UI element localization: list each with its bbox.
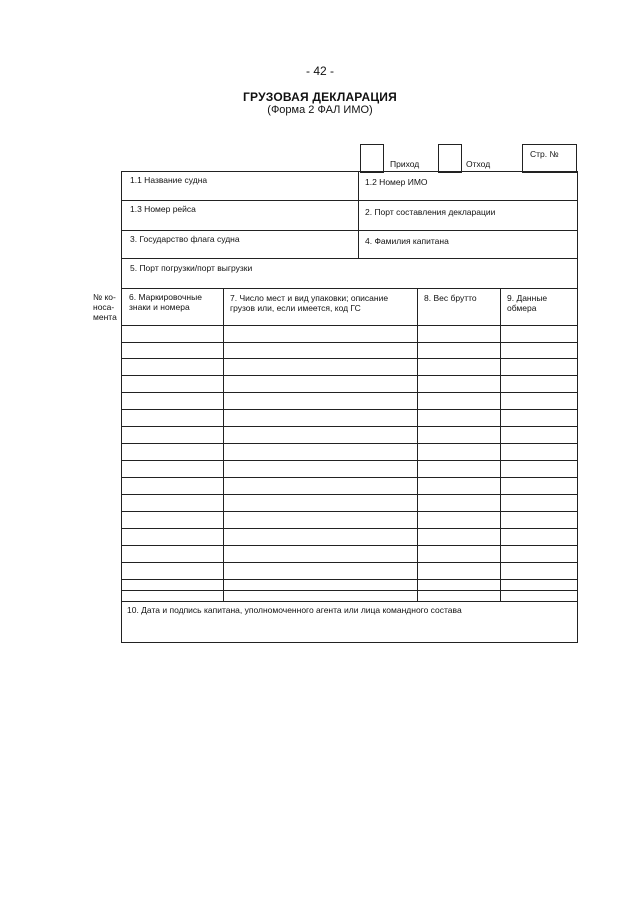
column-divider: [500, 288, 501, 601]
bl-number-line: мента: [93, 312, 117, 322]
divider: [121, 601, 577, 602]
table-row-line: [121, 342, 577, 343]
table-row-line: [121, 325, 577, 326]
table-row-line: [121, 511, 577, 512]
master-name-field[interactable]: 4. Фамилия капитана: [365, 236, 449, 246]
column-header-packages: 7. Число мест и вид упаковки; описание грузов или, если имеется, код ГС: [230, 293, 389, 313]
document-title: ГРУЗОВАЯ ДЕКЛАРАЦИЯ: [243, 90, 397, 104]
document-subtitle: (Форма 2 ФАЛ ИМО): [267, 104, 373, 116]
table-row-line: [121, 528, 577, 529]
bl-number-line: носа-: [93, 302, 115, 312]
table-row-line: [121, 477, 577, 478]
table-row-line: [121, 358, 577, 359]
divider: [121, 230, 577, 231]
divider: [121, 200, 577, 201]
ship-name-field[interactable]: 1.1 Название судна: [130, 175, 208, 185]
bl-number-line: № ко-: [93, 292, 116, 302]
imo-number-field[interactable]: 1.2 Номер ИМО: [365, 177, 428, 187]
divider: [121, 258, 577, 259]
arrival-label: Приход: [390, 159, 420, 169]
column-divider: [417, 288, 418, 601]
port-of-declaration-field[interactable]: 2. Порт составления декларации: [365, 207, 496, 217]
arrival-checkbox[interactable]: [360, 144, 384, 173]
table-row-line: [121, 443, 577, 444]
signature-field[interactable]: 10. Дата и подпись капитана, уполномоченного агента или лица командного состава: [127, 605, 462, 615]
column-header-measurement: 9. Данные обмера: [507, 293, 548, 313]
table-row-line: [121, 375, 577, 376]
flag-state-field[interactable]: 3. Государство флага судна: [130, 234, 240, 244]
departure-checkbox[interactable]: [438, 144, 462, 173]
table-row-line: [121, 426, 577, 427]
table-row-line: [121, 392, 577, 393]
bl-number-label: [93, 292, 121, 322]
column-divider: [223, 288, 224, 601]
departure-label: Отход: [466, 159, 491, 169]
page-number: - 42 -: [305, 64, 334, 78]
divider: [358, 171, 359, 259]
loading-port-field[interactable]: 5. Порт погрузки/порт выгрузки: [130, 263, 253, 273]
divider: [121, 288, 577, 289]
table-row-line: [121, 494, 577, 495]
table-row-line: [121, 562, 577, 563]
table-row-line: [121, 545, 577, 546]
column-header-gross-weight: 8. Вес брутто: [424, 293, 477, 303]
table-row-line: [121, 590, 577, 591]
voyage-number-field[interactable]: 1.3 Номер рейса: [130, 204, 196, 214]
table-row-line: [121, 409, 577, 410]
page-number-label: Стр. №: [530, 149, 559, 159]
column-header-marks: 6. Маркировочные знаки и номера: [129, 292, 202, 312]
table-row-line: [121, 460, 577, 461]
table-row-line: [121, 579, 577, 580]
